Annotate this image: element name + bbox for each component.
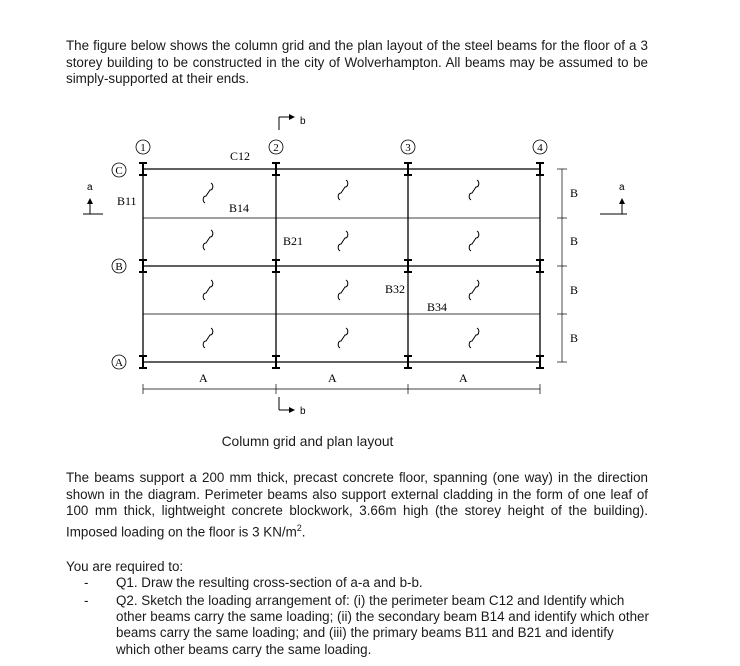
column-grid-plan [0, 100, 740, 430]
figure-caption: Column grid and plan layout [221, 434, 394, 449]
beam-label-c12: C12 [230, 149, 251, 163]
svg-text:b: b [300, 406, 306, 417]
bullet-dash: - [84, 593, 89, 608]
question-1 [84, 575, 650, 591]
span-label-b-1: B [570, 186, 579, 200]
bullet-dash: - [84, 575, 89, 590]
question-1-text: Q1. Draw the resulting cross-section of a-a and b-b. [116, 575, 423, 590]
svg-text:2: 2 [273, 142, 279, 154]
beam-lines [143, 169, 540, 362]
gridline-4-marker [533, 140, 547, 154]
question-2 [84, 593, 650, 658]
beams-paragraph [66, 470, 648, 541]
span-label-a-1: A [199, 371, 208, 385]
beams-paragraph-main: The beams support a 200 mm thick, precast concrete floor, spanning (one way) in the direction shown in the diagram. Perimeter beams also support external cladding in the form of one leaf of 100 mm thick, lightweight concrete blockwork, 3.66m high (the storey height of the building). Imposed loading on the floor is 3 KN/m [66, 470, 648, 540]
section-a-right [600, 182, 627, 214]
intro-paragraph: The figure below shows the column grid and the plan layout of the steel beams for the floor of a 3 storey building to be constructed in the city of Wolverhampton. All beams may be assumed to be simply-supported at their ends. [66, 38, 648, 87]
question-list-q1 [84, 575, 650, 591]
svg-text:3: 3 [405, 142, 411, 154]
svg-text:C: C [115, 165, 123, 177]
svg-text:A: A [115, 357, 123, 369]
right-dimension [557, 169, 567, 362]
section-b-top [279, 116, 306, 130]
row-c-marker [112, 163, 126, 177]
bottom-dimension [143, 384, 540, 394]
svg-text:b: b [300, 116, 306, 127]
question-list-q2 [84, 593, 650, 658]
row-b-marker [112, 259, 126, 273]
svg-text:B: B [115, 261, 123, 273]
beam-label-b21: B21 [283, 234, 304, 248]
gridline-2-marker [269, 140, 283, 154]
svg-text:1: 1 [140, 142, 146, 154]
units-superscript: 2 [296, 522, 302, 533]
beam-label-b14: B14 [229, 201, 250, 215]
svg-text:a: a [619, 182, 625, 193]
question-2-text: Q2. Sketch the loading arrangement of: (i) the perimeter beam C12 and Identify which other beams carry the same loading; (ii) the secondary beam B14 and identify which other beams carry the same loading; and (iii) the primary beams B11 and B21 and identify which other beams carry the same loading. [116, 593, 649, 657]
beams-paragraph-end: . [301, 524, 306, 540]
beam-label-b32: B32 [385, 282, 406, 296]
section-a-left [83, 182, 103, 214]
section-b-bottom [279, 397, 306, 417]
span-label-b-3: B [570, 283, 579, 297]
span-label-a-2: A [328, 371, 337, 385]
span-label-a-3: A [459, 371, 468, 385]
span-label-b-4: B [570, 331, 579, 345]
gridline-1-marker [136, 140, 150, 154]
requirements-intro: You are required to: [66, 559, 184, 574]
span-label-b-2: B [570, 234, 579, 248]
svg-text:4: 4 [537, 142, 543, 154]
gridline-3-marker [401, 140, 415, 154]
svg-text:a: a [87, 182, 93, 193]
beam-label-b34: B34 [427, 300, 448, 314]
beam-label-b11: B11 [117, 194, 137, 208]
row-a-marker [112, 355, 126, 369]
